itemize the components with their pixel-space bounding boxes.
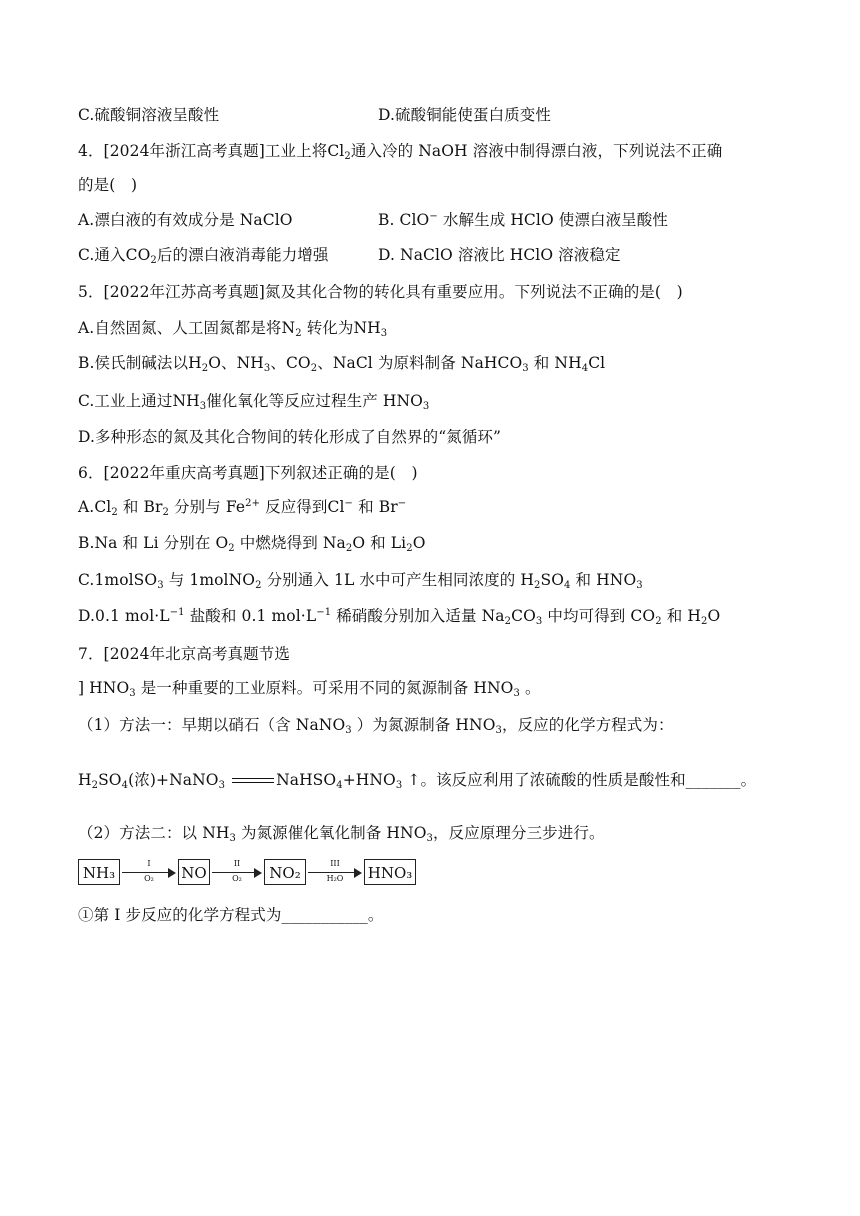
q4-option-c: C.通入$CO_2$后的漂白液消毒能力增强 [78, 246, 329, 266]
q5-option-d: D.多种形态的氮及其化合物间的转化形成了自然界的“氮循环” [78, 428, 502, 446]
q5-option-a: A.自然固氮、人工固氮都是将$N_2$ 转化为$NH_3$ [78, 319, 388, 339]
q7-step1-question: ①第 I 步反应的化学方程式为___________。 [78, 906, 384, 924]
q7-method-1: （1）方法一：早期以硝石（含 NaNO$_3$ ）为氮源制备 $HNO_3$，反应的化学方程式为： [78, 716, 674, 736]
flow-arrow-1: I O₂ [122, 859, 176, 889]
q4-option-b: B. ClO− 水解生成 HClO 使漂白液呈酸性 [378, 211, 668, 229]
q4-stem-cont: 的是( ) [78, 176, 138, 194]
q4-option-d: D. NaClO 溶液比 HClO 溶液稳定 [378, 246, 621, 264]
equals-sign [232, 777, 274, 785]
q5-stem: 5．[2022年江苏高考真题]氮及其化合物的转化具有重要应用。下列说法不正确的是( ) [78, 283, 683, 301]
q7-stem-cont: ] $HNO_3$ 是一种重要的工业原料。可采用不同的氮源制备 $HNO_3$ 。 [78, 679, 541, 699]
q6-option-b: B.Na 和 Li 分别在 $O_2$ 中燃烧得到 $Na_2O$ 和 $Li_2O$ [78, 534, 426, 554]
flow-arrow-3: III H₂O [308, 859, 362, 889]
q6-option-a: $A.Cl_2$ 和 $Br_2$ 分别与 $Fe^{2+}$ 反应得到Cl− 和 Br− [78, 498, 407, 518]
q6-option-d: D.0.1 $mol\cdot L^{-1}$ 盐酸和 0.1 $mol\cdot L^{-1}$ 稀硝酸分别加入适量 $Na_2CO_3$ 中均可得到 $CO_2$ 和 $H_2O$ [78, 607, 721, 627]
flow-box-no: NO [178, 859, 210, 885]
q3-option-c: C.硫酸铜溶液呈酸性 [78, 106, 220, 124]
q7-stem: 7．[2024年北京高考真题节选 [78, 645, 290, 663]
flow-arrow-2: II O₂ [212, 859, 262, 889]
q5-option-c: C.工业上通过$NH_3$催化氧化等反应过程生产 $HNO_3$ [78, 392, 430, 412]
q6-stem: 6．[2022年重庆高考真题]下列叙述正确的是( ) [78, 464, 418, 482]
q4-options-ab [78, 209, 668, 231]
flow-box-nh3: NH₃ [78, 859, 120, 885]
q6-option-c: C.1molSO$_3$ 与 1molNO$_2$ 分别通入 1L 水中可产生相同浓度的 $H_2SO_4$ 和 $HNO_3$ [78, 571, 643, 591]
flow-box-hno3: HNO₃ [364, 859, 416, 885]
q5-option-b: B.侯氏制碱法以$H_2O$、$NH_3$、$CO_2$、NaCl 为原料制备 NaHCO$_3$ 和 $NH_4Cl$ [78, 354, 606, 374]
q7-method-2: （2）方法二：以 $NH_3$ 为氮源催化氧化制备 $HNO_3$，反应原理分三步进行。 [78, 824, 605, 844]
q3-options-row [78, 104, 552, 126]
q4-option-a: A.漂白液的有效成分是 NaClO [78, 211, 293, 229]
q3-option-d: D.硫酸铜能使蛋白质变性 [378, 106, 552, 124]
q4-stem: 4．[2024年浙江高考真题]工业上将$Cl_2$通入冷的 NaOH 溶液中制得漂白液，下列说法不正确 [78, 142, 723, 162]
q4-options-cd [78, 244, 621, 266]
q7-equation: $H_2SO_4$(浓)+NaNO$_3$ $NaHSO_4+HNO_3$ ↑。该反应利用了浓硫酸的性质是酸性和_______。 [78, 771, 757, 791]
flow-box-no2: NO₂ [264, 859, 306, 885]
